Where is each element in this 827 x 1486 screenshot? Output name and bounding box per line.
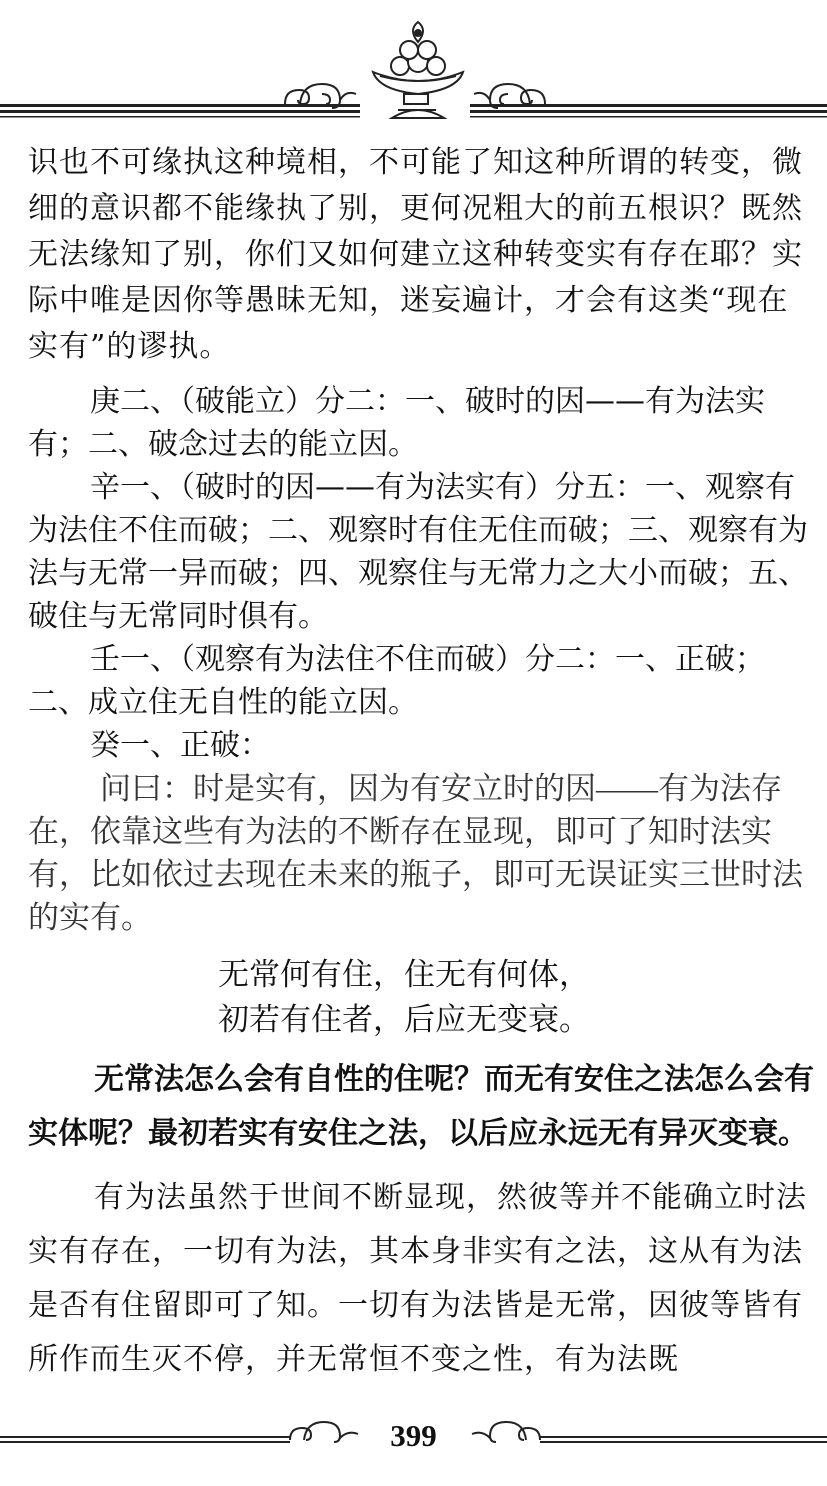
verse-line: 无常何有住，住无有何体， <box>218 957 590 993</box>
question-paragraph: 问曰：时是实有，因为有安立时的因——有为法存在，依靠这些有为法的不断存在显现，即可了知时法实有，比如依过去现在未来的瓶子，即可无误证实三世时法的实有。 <box>28 771 803 935</box>
section-heading: 庚二、（破能立）分二：一、破时的因——有为法实有；二、破念过去的能立因。 <box>28 384 765 462</box>
page-footer <box>0 1406 827 1466</box>
verse-block <box>28 953 814 1043</box>
page-number: 399 <box>390 1418 437 1453</box>
verse-line: 初若有住者，后应无变衰。 <box>218 1002 590 1038</box>
section-heading: 辛一、（破时的因——有为法实有）分五：一、观察有为法住不住而破；二、观察时有住无住而破；三、观察有为法与无常一异而破；四、观察住与无常力之大小而破；五、破住与无常同时俱有。 <box>28 470 808 634</box>
body-paragraph: 识也不可缘执这种境相，不可能了知这种所谓的转变，微细的意识都不能缘执了别，更何况粗大的前五根识？既然无法缘知了别，你们又如何建立这种转变实有存在耶？实际中唯是因你等愚昧无知，迷妄遍计，才会有这类“现在实有”的谬执。 <box>28 145 803 364</box>
commentary-paragraph: 有为法虽然于世间不断显现，然彼等并不能确立时法实有存在，一切有为法，其本身非实有之法，这从有为法是否有住留即可了知。一切有为法皆是无常，因彼等皆有所作而生灭不停，并无常恒不变之性，有为法既 <box>28 1180 807 1377</box>
offering-bowl-icon <box>373 22 463 118</box>
section-heading: 癸一、正破： <box>90 728 270 763</box>
page-body <box>28 140 814 1387</box>
page-header <box>0 0 827 132</box>
section-heading: 壬一、（观察有为法住不住而破）分二：一、正破；二、成立住无自性的能立因。 <box>28 642 765 720</box>
explanation-paragraph: 无常法怎么会有自性的住呢？而无有安住之法怎么会有实体呢？最初若实有安住之法，以后应永远无有异灭变衰。 <box>28 1062 814 1151</box>
header-ornament <box>0 0 827 132</box>
